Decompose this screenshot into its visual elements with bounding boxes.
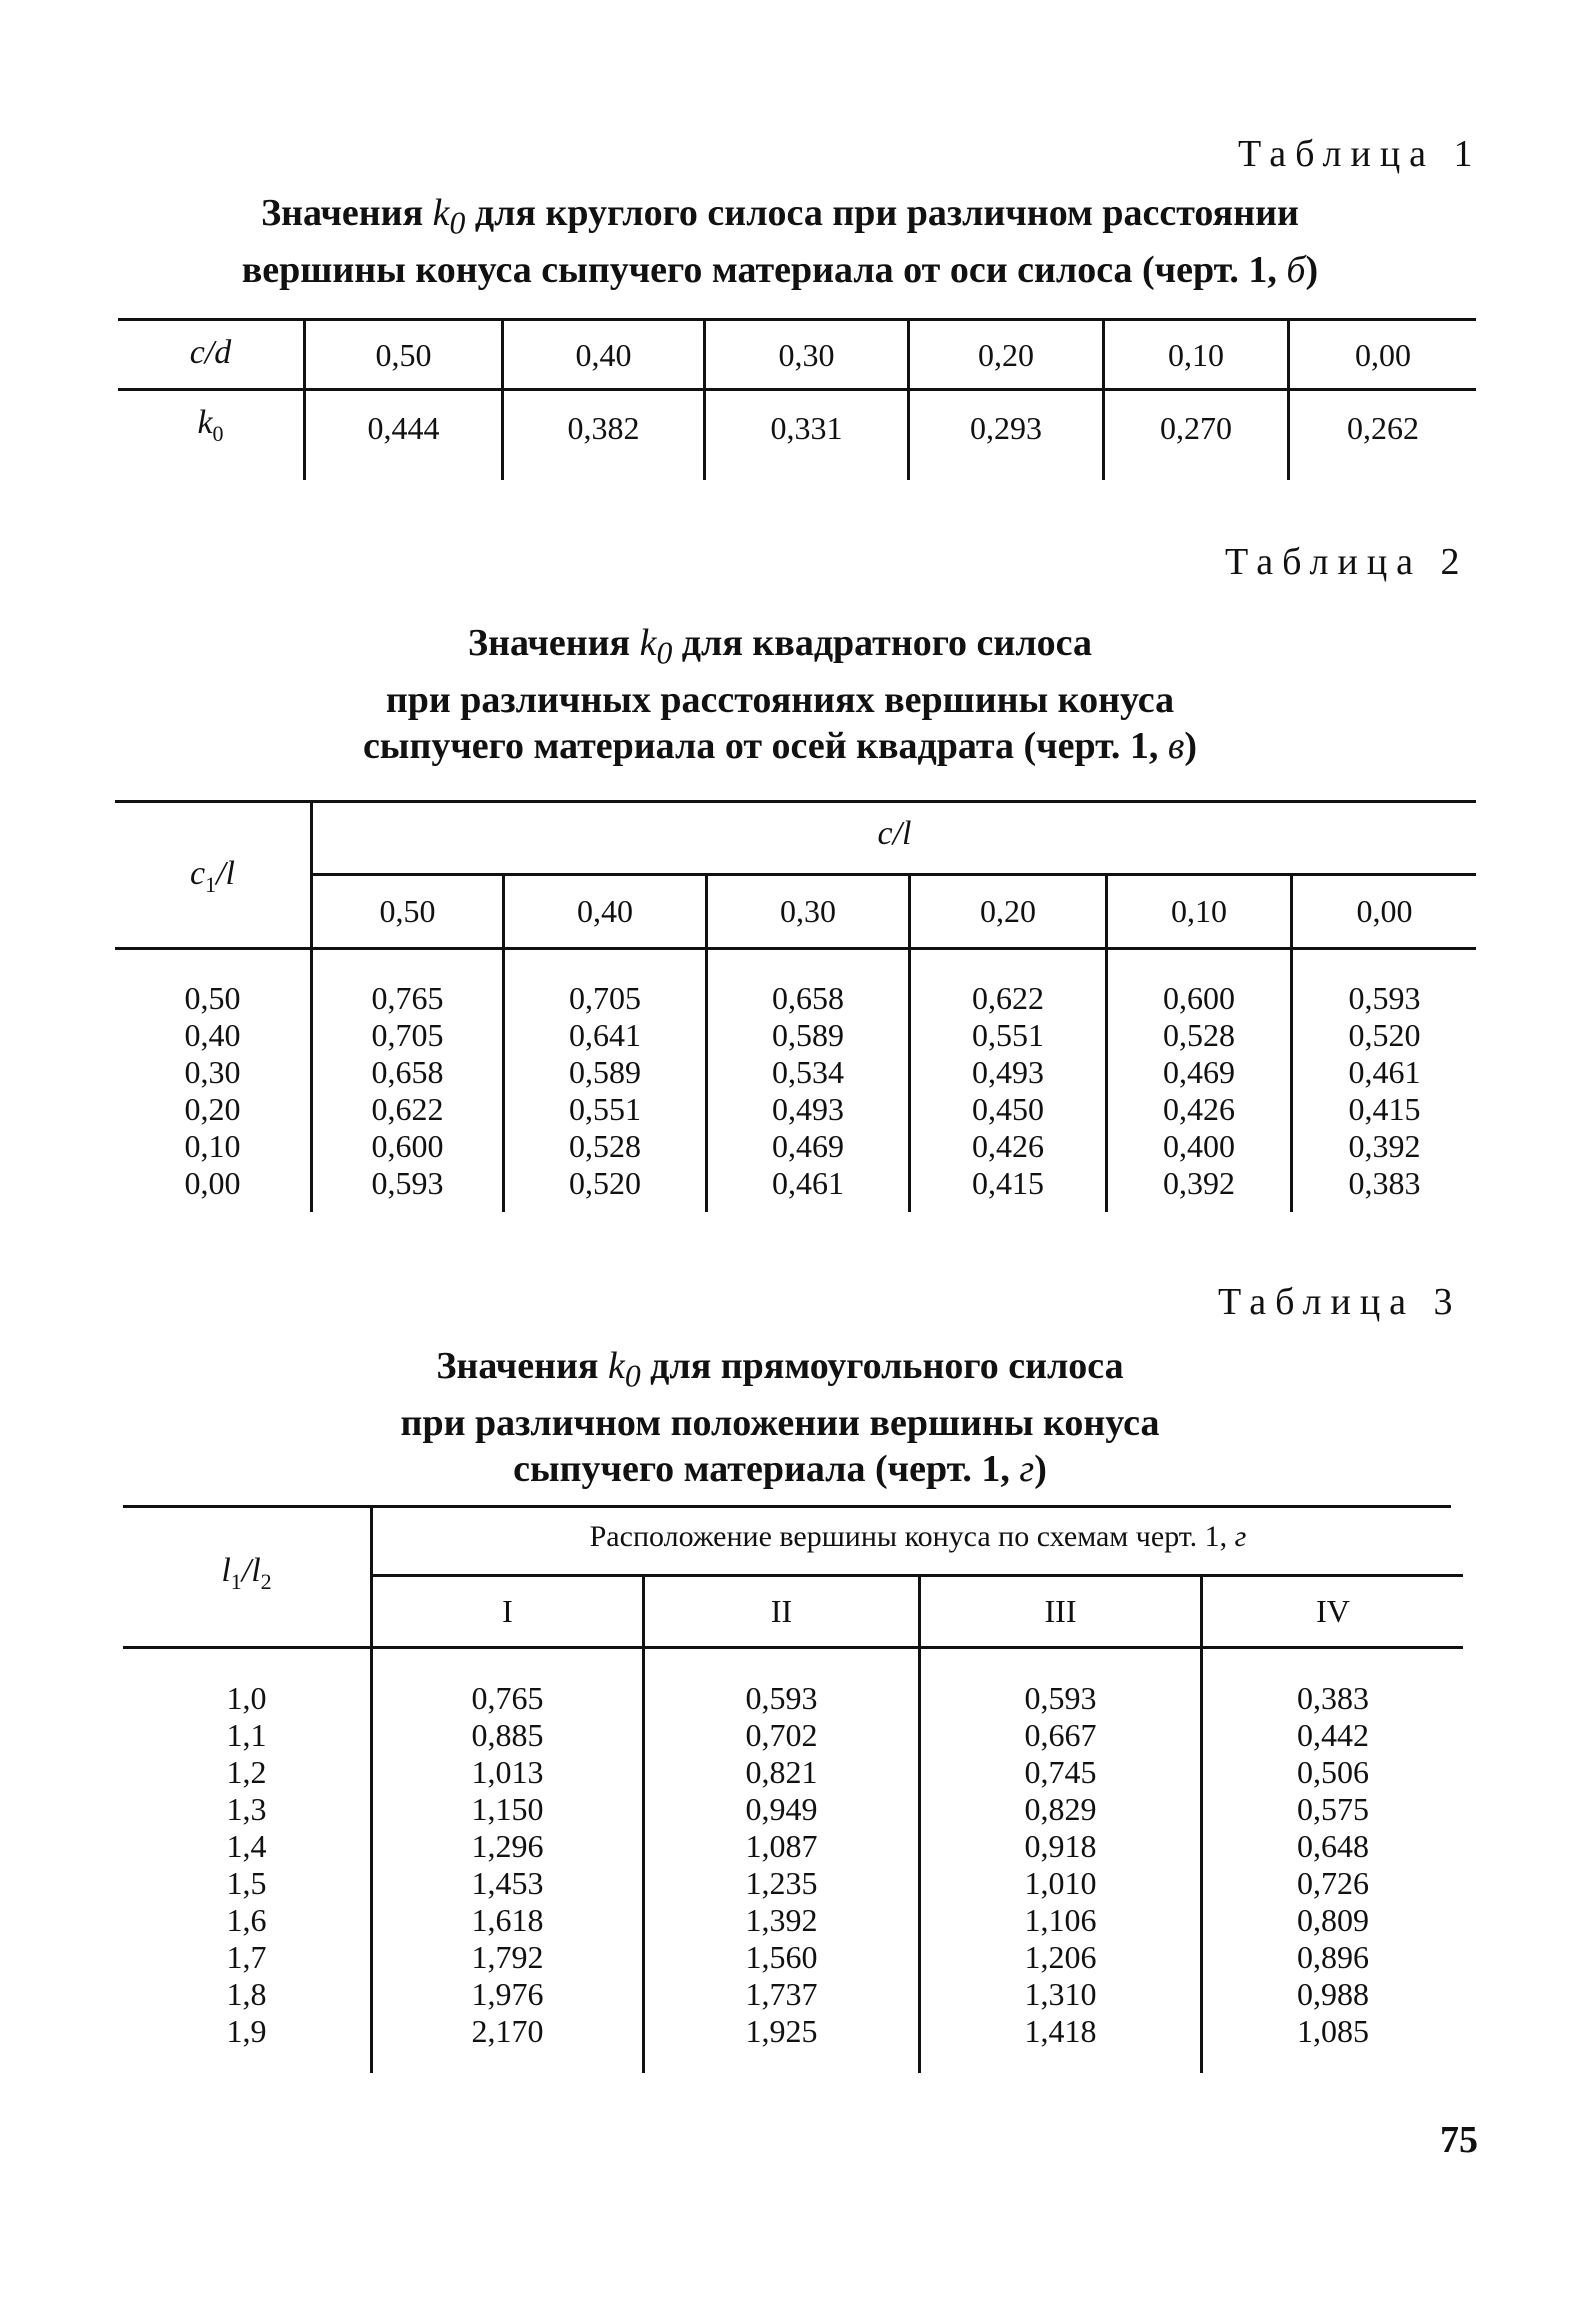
table3-column-group-header: Расположение вершины конуса по схемам черт. 1, г bbox=[589, 1520, 1247, 1553]
table1-k0-cell: 0,262 bbox=[1347, 410, 1419, 446]
table1-cd-cell: 0,20 bbox=[978, 337, 1034, 373]
table2-column: 0,600 0,528 0,469 0,426 0,400 0,392 bbox=[1163, 980, 1235, 1201]
table1-k0-cell: 0,270 bbox=[1160, 410, 1232, 446]
table3-column-header: I bbox=[502, 1593, 513, 1629]
table3-column-header: II bbox=[770, 1593, 793, 1629]
table1-cd-cell: 0,40 bbox=[575, 337, 632, 373]
table2-column-header: 0,30 bbox=[780, 893, 836, 929]
table1-k0-cell: 0,444 bbox=[367, 410, 440, 446]
table3-row-labels: 1,0 1,1 1,2 1,3 1,4 1,5 1,6 1,7 1,8 1,9 bbox=[226, 1680, 267, 2049]
table2-column-group-header: c/l bbox=[877, 815, 912, 852]
table3-column: 0,593 0,702 0,821 0,949 1,087 1,235 1,392 1,560 1,737 1,925 bbox=[745, 1680, 818, 2049]
table3-column: 0,383 0,442 0,506 0,575 0,648 0,726 0,809 0,896 0,988 1,085 bbox=[1297, 1680, 1369, 2049]
table2-column-header: 0,10 bbox=[1171, 893, 1227, 929]
table1-k0-cell: 0,382 bbox=[567, 410, 640, 446]
table1-k0-cell: 0,331 bbox=[770, 410, 843, 446]
table1-cd-cell: 0,30 bbox=[778, 337, 835, 373]
page-number: 75 bbox=[1440, 2119, 1478, 2161]
table3-title: Значения $k_0$ для прямоугольного силоса при различном положении вершины конуса сыпучего материала (черт. 1, г) bbox=[400, 1345, 1160, 1490]
table2-row-labels: 0,50 0,40 0,30 0,20 0,10 0,00 bbox=[184, 980, 241, 1201]
table2-title: Значения $k_0$ для квадратного силоса при различных расстояниях вершины конуса сыпучего материала от осей квадрата (черт. 1, в) bbox=[362, 622, 1198, 767]
table2-column-header: 0,50 bbox=[379, 893, 436, 929]
table1-title: Значения $k_0$ для круглого силоса при различном расстоянии вершины конуса сыпучего материала от оси силоса (черт. 1, б) bbox=[241, 192, 1319, 291]
table2-row-header: $c_1/l$ bbox=[190, 855, 235, 897]
table1-label: Таблица 1 bbox=[1238, 133, 1482, 175]
table3-column-header: III bbox=[1044, 1593, 1077, 1629]
table1-cd-cell: 0,10 bbox=[1168, 337, 1224, 373]
table2-column: 0,658 0,589 0,534 0,493 0,469 0,461 bbox=[772, 980, 844, 1201]
table1-mid-rule bbox=[118, 388, 1476, 391]
table3-label: Таблица 3 bbox=[1218, 1281, 1462, 1323]
table3-row-header: $l_1/l_2$ bbox=[221, 1552, 272, 1594]
table1-top-rule bbox=[118, 318, 1476, 321]
table2-column: 0,765 0,705 0,658 0,622 0,600 0,593 bbox=[371, 980, 444, 1201]
table2-label: Таблица 2 bbox=[1225, 541, 1469, 583]
table3-column: 0,765 0,885 1,013 1,150 1,296 1,453 1,618 1,792 1,976 2,170 bbox=[471, 1680, 544, 2049]
table1-row-header-cd: c/d bbox=[189, 334, 232, 371]
table2-column: 0,593 0,520 0,461 0,415 0,392 0,383 bbox=[1348, 980, 1421, 1201]
table2-column: 0,622 0,551 0,493 0,450 0,426 0,415 bbox=[972, 980, 1044, 1201]
table3-column-header: IV bbox=[1316, 1593, 1350, 1629]
table1-cd-cell: 0,50 bbox=[375, 337, 432, 373]
table1-cd-cell: 0,00 bbox=[1355, 337, 1411, 373]
table2-column-header: 0,00 bbox=[1356, 893, 1413, 929]
table3-column: 0,593 0,667 0,745 0,829 0,918 1,010 1,106 1,206 1,310 1,418 bbox=[1024, 1680, 1097, 2049]
table2-column: 0,705 0,641 0,589 0,551 0,528 0,520 bbox=[569, 980, 641, 1201]
table1-row-header-k0: $k_0$ bbox=[197, 404, 224, 446]
table1-k0-cell: 0,293 bbox=[970, 410, 1042, 446]
table2-column-header: 0,20 bbox=[980, 893, 1036, 929]
table2-column-header: 0,40 bbox=[577, 893, 633, 929]
